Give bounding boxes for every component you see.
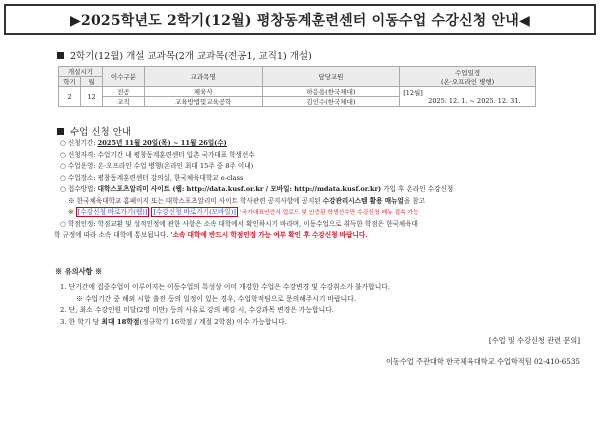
square-bullet-icon <box>57 128 64 135</box>
section2-heading: 수업 신청 안내 <box>57 124 131 138</box>
list-item: ○ 신청기간: 2025년 11월 20일(목) ~ 11월 26일(수) <box>60 139 227 147</box>
list-item: ○ 수업장소: 평창동계훈련센터 강의실, 한국체육대학교 e-class <box>60 173 244 182</box>
list-item: ○ 학점인정: 학점교환 및 성적인정에 관한 사항은 소속 대학에서 확인하시기 바라며, 이동수업으로 취득한 학점은 한국체육대 <box>60 219 418 228</box>
list-item: ○ 신청자격: 수업기간 내 평창동계훈련센터 입촌 국가대표 학생선수 <box>60 150 255 159</box>
month-cell: 12 <box>80 87 102 107</box>
list-item: ○ 수업운영: 온·오프라인 수업 병행(온라인 최대 15주 중 8주 이내) <box>60 162 254 170</box>
list-item: ※ 수업기간 중 해외 시합 출전 등의 일정이 있는 경우, 수업학적팀으로 문의해주시기 바랍니다. <box>76 294 356 303</box>
note-line: ※ 한국체육대학교 홈페이지 또는 대학스포츠알리미 사이트 학사관련 공지사항에 공지된 수강관리시스템 활용 매뉴얼을 참고 <box>68 196 426 205</box>
title-box <box>4 4 596 35</box>
register-web-link[interactable]: [수강신청 바로가기(웹)] <box>77 208 148 216</box>
header-category: 이수구분 <box>102 67 144 87</box>
instructor-cell: 김인수(한국체대) <box>262 97 400 107</box>
list-item: 2. 단, 최소 수강인원 미달(2명 미만) 등의 사유로 강의 폐강 시, 수강과목 변경은 가능합니다. <box>60 306 334 314</box>
header-period: 개설시기 <box>59 67 103 77</box>
link-line: ※ [수강신청 바로가기(웹)] [수강신청 바로가기(모바일)] '국가대표인증서 업로드 및 인증된 학생선수만 수강신청 메뉴 접속 가능 <box>68 208 419 216</box>
credit-line-2: 학 규정에 따라 소속 대학에 통보됩니다. '소속 대학에 반드시 학점인정 가능 여부 확인 후 수강신청 바랍니다. <box>54 231 368 239</box>
schedule-cell: [12월] 2025. 12. 1. ~ 2025. 12. 31. <box>400 87 536 107</box>
category-cell: 전공 <box>102 87 144 97</box>
page-title: ▶2025학년도 2학기(12월) 평창동계훈련센터 이동수업 수강신청 안내◀ <box>70 12 530 29</box>
inquiry-label: [수업 및 수강신청 관련 문의] <box>488 336 580 345</box>
course-table <box>58 66 536 107</box>
course-cell: 교육방법및교육공학 <box>144 97 262 107</box>
list-item: ○ 접수방법: 대학스포츠알리미 사이트 (웹: http://data.kusf.or.kr / 모바일: http://mdata.kusf.or.kr) 가입 후 온라인 수강신청 <box>60 185 454 193</box>
section1-heading: 2학기(12월) 개설 교과목(2개 교과목(전공1, 교직1) 개설) <box>57 48 312 62</box>
register-mobile-link[interactable]: [수강신청 바로가기(모바일)] <box>153 208 236 216</box>
header-schedule: 수업일정 (온·오프라인 병행) <box>400 67 536 87</box>
alimi-site: 대학스포츠알리미 사이트 (웹: http://data.kusf.or.kr / 모바일: http://mdata.kusf.or.kr) <box>97 185 382 193</box>
course-cell: 체육사 <box>144 87 262 97</box>
header-instructor: 담당교원 <box>262 67 400 87</box>
list-item: 3. 한 학기 당 최대 18학점(정규학기 16학점 / 계절 2학점) 이수 가능합니다. <box>60 317 287 326</box>
apply-info <box>54 138 454 242</box>
header-month: 월 <box>80 77 102 87</box>
caution-title: ※ 유의사항 ※ <box>55 267 103 276</box>
semester-cell: 2 <box>59 87 81 107</box>
table-row <box>59 87 536 97</box>
header-course: 교과목명 <box>144 67 262 87</box>
caution-list <box>60 281 390 327</box>
header-semester: 학기 <box>59 77 81 87</box>
instructor-cell: 하응용(한국체대) <box>262 87 400 97</box>
category-cell: 교직 <box>102 97 144 107</box>
square-bullet-icon <box>57 52 64 59</box>
contact-info: 이동수업 주관대학 한국체육대학교 수업학적팀 02-410-6535 <box>385 357 580 366</box>
link-note: '국가대표인증서 업로드 및 인증된 학생선수만 수강신청 메뉴 접속 가능 <box>240 210 419 216</box>
list-item: 1. 단기간에 집중수업이 이루어지는 이동수업의 특성상 이미 개강한 수업은 수강변경 및 수강취소가 불가합니다. <box>60 283 391 291</box>
